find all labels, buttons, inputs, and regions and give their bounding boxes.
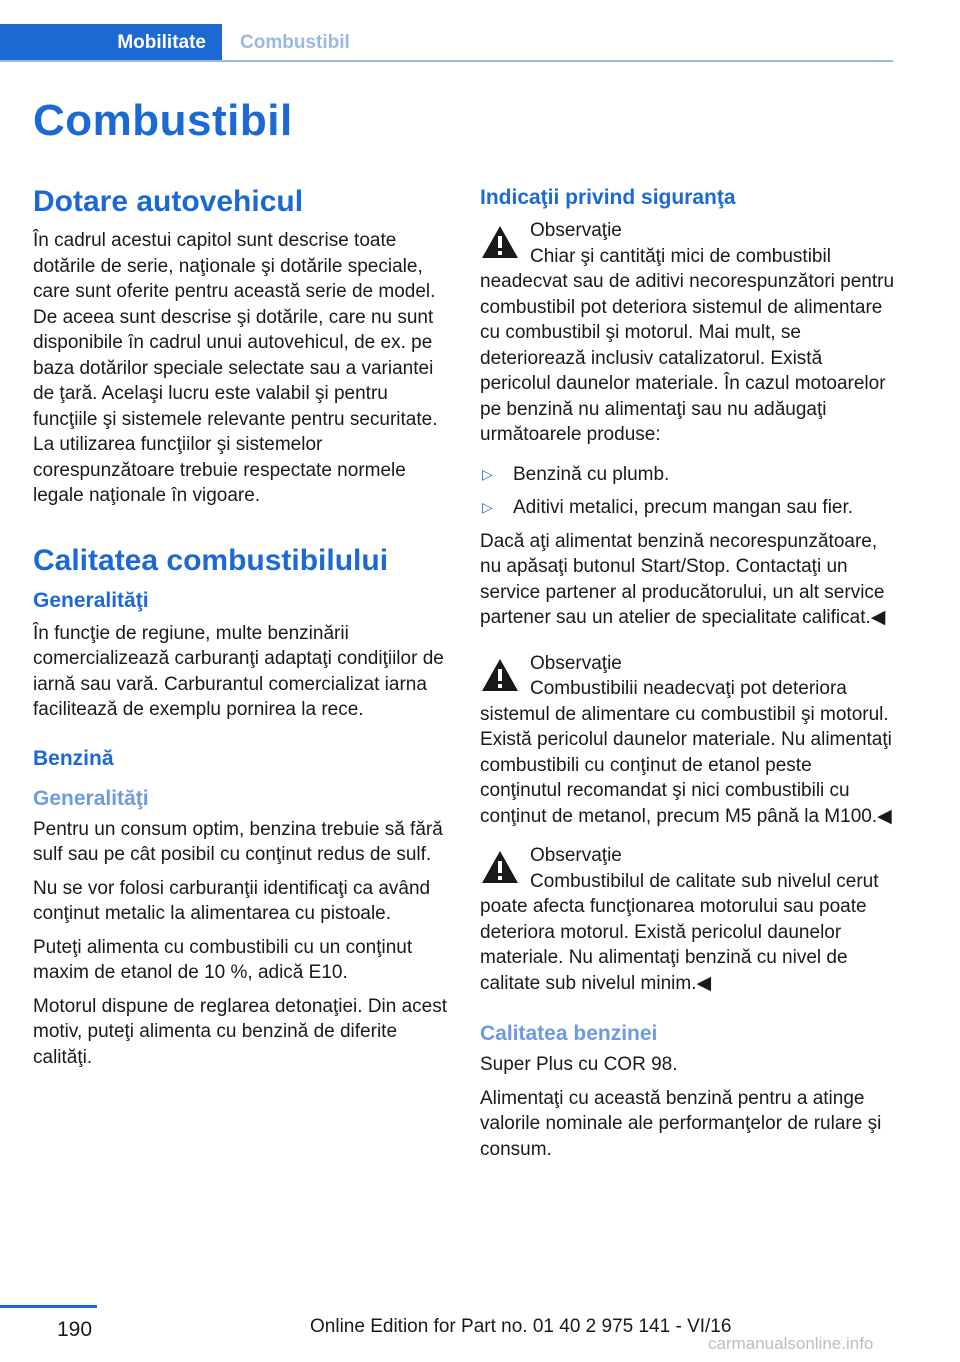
tab-combustibil[interactable]: Combustibil: [240, 32, 350, 53]
page-number: 190: [57, 1318, 93, 1341]
warning-note-3: [480, 843, 895, 996]
paragraph-start-stop: Dacă aţi alimentat benzină necorespunzătoare, nu apăsaţi butonul Start/Stop. Contactaţi un service partener al producătorului, un alt service partener sau un atelier de specialitate calificat.◀: [480, 530, 886, 628]
heading-benzina: Benzină: [33, 746, 114, 770]
warning-note-2: [480, 651, 895, 830]
paragraph-alimentati: Alimentaţi cu această benzină pentru a atinge valorile nominale ale performanţelor de rulare şi consum.: [480, 1087, 882, 1160]
warning-triangle-icon: [480, 224, 520, 260]
triangle-bullet-icon: ▷: [482, 465, 493, 482]
heading-generalitati: Generalităţi: [33, 588, 149, 612]
note-title: Observaţie: [530, 652, 622, 674]
heading-dotare: Dotare autovehicul: [33, 185, 304, 218]
list-item: ▷ Benzină cu plumb.: [480, 462, 895, 488]
left-column: [33, 184, 448, 1078]
chapter-header: [0, 24, 893, 62]
watermark: carmanualsonline.info: [708, 1334, 874, 1353]
page-title: Combustibil: [33, 96, 293, 145]
paragraph-detonatie: Motorul dispune de reglarea detonaţiei. Din acest motiv, puteţi alimenta cu benzină de diferite calităţi.: [33, 995, 448, 1068]
warning-note-1: [480, 218, 895, 448]
paragraph-metalic: Nu se vor folosi carburanţii identificaţi ca având conţinut metalic la alimentarea cu pistoale.: [33, 877, 431, 924]
right-column: [480, 184, 895, 1170]
note-title: Observaţie: [530, 220, 622, 241]
note-title: Observaţie: [530, 845, 622, 866]
list-item: ▷ Aditivi metalici, precum mangan sau fier.: [480, 495, 895, 521]
paragraph-dotare: În cadrul acestui capitol sunt descrise toate dotările de serie, naţionale şi dotările speciale, care sunt oferite pentru această serie de model. De aceea sunt descrise şi dotările, care nu sunt disponibile în cadrul unui autovehicul, de ex. pe baza dotărilor speciale selectate sau a variantei de ţară. Acelaşi lucru este valabil şi pentru funcţiile şi sistemele relevante pentru securitate. La utilizarea funcţiilor şi sistemelor corespunzătoare trebuie respectate normele legale naţionale în vigoare.: [33, 230, 438, 506]
tab-mobilitate[interactable]: Mobilitate: [0, 24, 222, 62]
note-text: Combustibilii neadecvaţi pot deteriora sistemul de alimentare cu combustibil şi motorul. Există pericolul daunelor materiale. Nu alimentaţi combustibili cu conţinut de etanol peste conţinutul recomandat şi nici combustibili cu conţinut de metanol, precum M5 până la M100.◀: [480, 678, 892, 827]
note-text: Chiar şi cantităţi mici de combustibil neadecvat sau de aditivi necorespunzători pentru combustibil pot deteriora sistemul de alimentare cu combustibil şi motorul. Mai mult, se deteriorează inclusiv catalizatorul. Există pericolul daunelor materiale. În cazul motoarelor pe benzină nu alimentaţi sau nu adăugaţi următoarele produse:: [480, 245, 895, 445]
heading-calitate-benzinei: Calitatea benzinei: [480, 1022, 658, 1045]
paragraph-generalitati: În funcţie de regiune, multe benzinării comercializează carburanţi adaptaţi condiţiilor de iarnă sau vară. Carburantul comercializat iarna facilitează de exemplu pornirea la rece.: [33, 622, 444, 720]
bullet-list: [480, 462, 895, 521]
warning-triangle-icon: [480, 657, 520, 693]
paragraph-consum: Pentru un consum optim, benzina trebuie să fără sulf sau pe cât posibil cu conţinut redus de sulf.: [33, 818, 443, 865]
edition-text: Online Edition for Part no. 01 40 2 975 141 - VI/16: [310, 1316, 732, 1337]
paragraph-etanol: Puteţi alimenta cu combustibili cu un conţinut maxim de etanol de 10 %, adică E10.: [33, 936, 413, 983]
heading-siguranta: Indicaţii privind siguranţa: [480, 186, 736, 209]
heading-generalitati-benzina: Generalităţi: [33, 786, 149, 810]
note-text: Combustibilul de calitate sub nivelul cerut poate afecta funcţionarea motorului sau poate deteriora motorul. Există pericolul daunelor materiale. Nu alimentaţi benzină cu nivel de calitate sub nivelul minim.◀: [480, 870, 879, 994]
footer-accent-line: [0, 1305, 97, 1308]
paragraph-super-plus: Super Plus cu COR 98.: [480, 1054, 678, 1075]
warning-triangle-icon: [480, 849, 520, 885]
header-divider: [0, 60, 893, 62]
heading-calitate-combustibil: Calitatea combustibilului: [33, 543, 389, 577]
triangle-bullet-icon: ▷: [482, 499, 493, 515]
